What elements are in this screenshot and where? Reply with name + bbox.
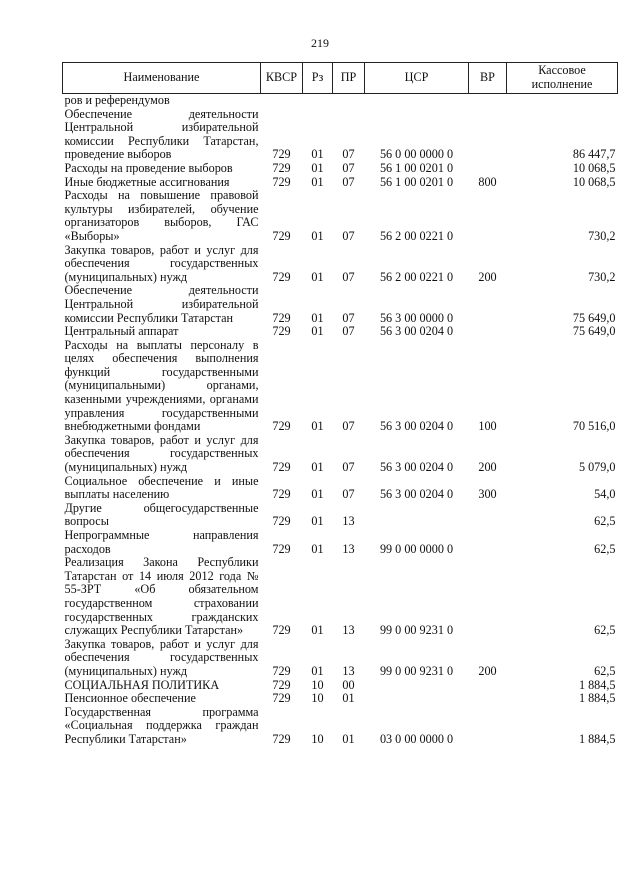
row-vr: 100 bbox=[478, 419, 497, 434]
row-csr: 56 3 00 0204 0 bbox=[379, 460, 454, 475]
row-kvsr: 729 bbox=[272, 541, 291, 556]
page-number: 219 bbox=[311, 36, 329, 50]
row-sum: 86 447,7 bbox=[572, 147, 616, 162]
row-pr: 07 bbox=[342, 174, 355, 189]
row-csr bbox=[365, 679, 469, 693]
row-csr: 56 1 00 0201 0 bbox=[379, 174, 454, 189]
header-vr: ВР bbox=[469, 63, 507, 94]
table-row bbox=[63, 94, 618, 108]
row-rz: 01 bbox=[311, 460, 324, 475]
row-kvsr: 729 bbox=[272, 677, 291, 692]
row-sum: 1 884,5 bbox=[578, 691, 616, 706]
row-name: Закупка товаров, работ и услуг для обеспечения государственных (муниципальных) нужд bbox=[64, 636, 259, 678]
row-vr bbox=[469, 502, 507, 529]
row-kvsr bbox=[261, 94, 303, 108]
row-kvsr: 729 bbox=[272, 324, 291, 339]
table-header bbox=[63, 63, 618, 94]
table-row bbox=[63, 706, 618, 747]
row-csr: 56 3 00 0000 0 bbox=[379, 310, 454, 325]
row-kvsr: 729 bbox=[272, 147, 291, 162]
row-name: Другие общегосударственные вопросы bbox=[64, 500, 259, 529]
row-kvsr: 729 bbox=[272, 419, 291, 434]
row-pr: 13 bbox=[342, 663, 355, 678]
row-name: Обеспечение деятельности Центральной избирательной комиссии Республики Татарстан, проведение выборов bbox=[64, 106, 259, 162]
row-vr bbox=[469, 284, 507, 325]
row-kvsr: 729 bbox=[272, 623, 291, 638]
row-sum bbox=[507, 94, 618, 108]
row-rz: 01 bbox=[311, 147, 324, 162]
row-rz: 01 bbox=[311, 160, 324, 175]
budget-execution-table bbox=[62, 62, 618, 747]
row-vr bbox=[469, 94, 507, 108]
row-rz: 01 bbox=[311, 310, 324, 325]
table-row bbox=[63, 529, 618, 556]
header-pr: ПР bbox=[333, 63, 365, 94]
row-pr: 07 bbox=[342, 160, 355, 175]
table-row bbox=[63, 176, 618, 190]
row-name: Обеспечение деятельности Центральной избирательной комиссии Республики Татарстан bbox=[64, 283, 259, 325]
row-rz: 01 bbox=[311, 228, 324, 243]
row-rz: 01 bbox=[311, 324, 324, 339]
row-vr: 300 bbox=[478, 487, 497, 502]
table-row bbox=[63, 108, 618, 162]
row-vr bbox=[469, 556, 507, 638]
row-sum: 1 884,5 bbox=[578, 677, 616, 692]
table-row bbox=[63, 475, 618, 502]
row-rz: 10 bbox=[311, 691, 324, 706]
table-row bbox=[63, 162, 618, 176]
row-kvsr: 729 bbox=[272, 663, 291, 678]
row-kvsr: 729 bbox=[272, 691, 291, 706]
row-name: Пенсионное обеспечение bbox=[64, 691, 196, 706]
row-rz: 01 bbox=[311, 663, 324, 678]
header-sum: Кассовое исполнение bbox=[507, 63, 618, 94]
row-csr bbox=[365, 94, 469, 108]
row-vr: 200 bbox=[478, 269, 497, 284]
row-kvsr: 729 bbox=[272, 514, 291, 529]
row-name: Центральный аппарат bbox=[64, 324, 179, 339]
table-row bbox=[63, 244, 618, 285]
row-pr: 07 bbox=[342, 228, 355, 243]
row-vr: 200 bbox=[478, 460, 497, 475]
header-rz: Рз bbox=[303, 63, 333, 94]
row-sum: 730,2 bbox=[588, 228, 616, 243]
row-name: Расходы на выплаты персоналу в целях обеспечения выполнения функций государственными (муниципальными) органами, казенными учреждениями, органами управления государственными внебюджетными фондами bbox=[64, 337, 259, 434]
row-sum: 1 884,5 bbox=[578, 731, 616, 746]
row-rz: 01 bbox=[311, 174, 324, 189]
row-csr: 03 0 00 0000 0 bbox=[379, 731, 454, 746]
row-pr: 00 bbox=[342, 677, 355, 692]
row-csr bbox=[365, 692, 469, 706]
table-row bbox=[63, 679, 618, 693]
row-sum: 10 068,5 bbox=[572, 174, 616, 189]
header-csr: ЦСР bbox=[365, 63, 469, 94]
row-sum: 62,5 bbox=[594, 514, 616, 529]
row-sum: 75 649,0 bbox=[572, 324, 616, 339]
row-sum: 62,5 bbox=[594, 663, 616, 678]
row-vr bbox=[469, 679, 507, 693]
row-rz: 01 bbox=[311, 623, 324, 638]
row-kvsr: 729 bbox=[272, 160, 291, 175]
row-sum: 730,2 bbox=[588, 269, 616, 284]
row-name: Расходы на повышение правовой культуры избирателей, обучение организаторов выборов, ГАС «Выборы» bbox=[64, 188, 259, 243]
row-rz: 10 bbox=[311, 731, 324, 746]
row-csr: 99 0 00 9231 0 bbox=[379, 663, 454, 678]
table-row bbox=[63, 325, 618, 339]
table-row bbox=[63, 502, 618, 529]
row-rz: 01 bbox=[311, 514, 324, 529]
row-pr: 07 bbox=[342, 310, 355, 325]
row-pr: 01 bbox=[342, 691, 355, 706]
table-row bbox=[63, 284, 618, 325]
row-name: Иные бюджетные ассигнования bbox=[64, 174, 230, 189]
row-csr bbox=[365, 502, 469, 529]
row-csr: 56 3 00 0204 0 bbox=[379, 419, 454, 434]
row-rz: 01 bbox=[311, 419, 324, 434]
row-sum: 62,5 bbox=[594, 541, 616, 556]
row-sum: 70 516,0 bbox=[572, 419, 616, 434]
row-kvsr: 729 bbox=[272, 310, 291, 325]
row-csr: 56 1 00 0201 0 bbox=[379, 160, 454, 175]
table-row bbox=[63, 189, 618, 243]
row-pr: 07 bbox=[342, 487, 355, 502]
table-row bbox=[63, 339, 618, 434]
row-rz: 01 bbox=[311, 487, 324, 502]
row-name: СОЦИАЛЬНАЯ ПОЛИТИКА bbox=[64, 677, 220, 692]
row-name: Закупка товаров, работ и услуг для обеспечения государственных (муниципальных) нужд bbox=[64, 432, 259, 475]
row-vr bbox=[469, 189, 507, 243]
row-sum: 75 649,0 bbox=[572, 310, 616, 325]
table-row bbox=[63, 434, 618, 475]
table-row bbox=[63, 638, 618, 679]
row-csr: 99 0 00 0000 0 bbox=[379, 541, 454, 556]
row-kvsr: 729 bbox=[272, 269, 291, 284]
row-pr: 13 bbox=[342, 514, 355, 529]
row-csr: 56 0 00 0000 0 bbox=[379, 147, 454, 162]
table-row bbox=[63, 556, 618, 638]
row-pr: 13 bbox=[342, 541, 355, 556]
row-sum: 62,5 bbox=[594, 623, 616, 638]
row-kvsr: 729 bbox=[272, 487, 291, 502]
row-csr: 99 0 00 9231 0 bbox=[379, 623, 454, 638]
row-rz: 01 bbox=[311, 541, 324, 556]
row-vr bbox=[469, 108, 507, 162]
header-name: Наименование bbox=[63, 63, 261, 94]
table-row bbox=[63, 692, 618, 706]
row-sum: 54,0 bbox=[594, 487, 616, 502]
row-pr: 01 bbox=[342, 731, 355, 746]
row-name: ров и референдумов bbox=[64, 93, 170, 107]
row-vr bbox=[469, 162, 507, 176]
row-name: Государственная программа «Социальная поддержка граждан Республики Татарстан» bbox=[64, 704, 259, 746]
row-name: Социальное обеспечение и иные выплаты населению bbox=[64, 473, 259, 502]
row-pr: 07 bbox=[342, 460, 355, 475]
row-name: Реализация Закона Республики Татарстан от 14 июля 2012 года № 55-ЗРТ «Об обязательном государственном страховании государственных гражданских служащих Республики Татарстан» bbox=[64, 555, 259, 638]
row-name: Закупка товаров, работ и услуг для обеспечения государственных (муниципальных) нужд bbox=[64, 242, 259, 284]
row-name: Непрограммные направления расходов bbox=[64, 528, 259, 556]
row-kvsr: 729 bbox=[272, 731, 291, 746]
row-sum: 10 068,5 bbox=[572, 160, 616, 175]
row-pr: 07 bbox=[342, 269, 355, 284]
row-kvsr: 729 bbox=[272, 460, 291, 475]
row-vr bbox=[469, 325, 507, 339]
row-name: Расходы на проведение выборов bbox=[64, 160, 233, 175]
row-sum: 5 079,0 bbox=[578, 460, 616, 475]
row-pr bbox=[333, 94, 365, 108]
row-csr: 56 3 00 0204 0 bbox=[379, 324, 454, 339]
row-vr bbox=[469, 692, 507, 706]
row-pr: 07 bbox=[342, 419, 355, 434]
row-csr: 56 3 00 0204 0 bbox=[379, 487, 454, 502]
header-kvsr: КВСР bbox=[261, 63, 303, 94]
row-rz: 01 bbox=[311, 269, 324, 284]
row-kvsr: 729 bbox=[272, 228, 291, 243]
row-pr: 13 bbox=[342, 623, 355, 638]
table-body bbox=[63, 94, 618, 747]
row-csr: 56 2 00 0221 0 bbox=[379, 269, 454, 284]
row-vr: 800 bbox=[478, 174, 497, 189]
row-vr bbox=[469, 706, 507, 747]
row-vr: 200 bbox=[478, 663, 497, 678]
row-rz: 10 bbox=[311, 677, 324, 692]
row-pr: 07 bbox=[342, 324, 355, 339]
row-kvsr: 729 bbox=[272, 174, 291, 189]
row-vr bbox=[469, 529, 507, 556]
row-rz bbox=[303, 94, 333, 108]
row-csr: 56 2 00 0221 0 bbox=[379, 228, 454, 243]
row-pr: 07 bbox=[342, 147, 355, 162]
